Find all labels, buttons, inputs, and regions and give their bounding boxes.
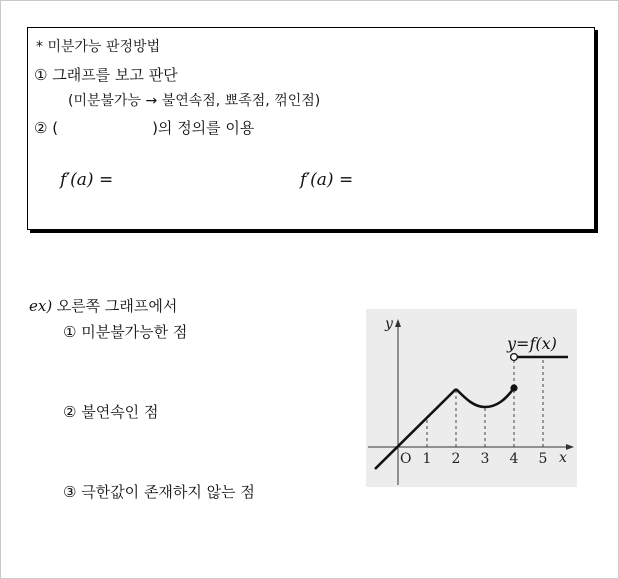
question-3: ③ 극한값이 존재하지 않는 점	[63, 483, 255, 501]
function-graph	[366, 309, 577, 487]
method-item-1: ① 그래프를 보고 판단	[34, 66, 178, 84]
function-label: y=f(x)	[507, 334, 557, 353]
method-item-2	[34, 117, 254, 138]
x-tick-5: 5	[538, 451, 548, 467]
open-point	[511, 354, 518, 361]
derivative-formula-left: f′(a) =	[60, 170, 114, 190]
x-tick-4: 4	[509, 451, 519, 467]
x-tick-1: 1	[422, 451, 432, 467]
x-tick-2: 2	[451, 451, 461, 467]
method-heading: * 미분가능 판정방법	[36, 39, 161, 55]
derivative-formula-right: f′(a) =	[300, 170, 354, 190]
example-label: ex)	[29, 297, 53, 315]
method-item-1-detail: (미분불가능 → 불연속점, 뾰족점, 꺾인점)	[68, 93, 321, 109]
method-box	[27, 27, 595, 230]
example-heading	[29, 295, 177, 316]
x-axis-label: x	[559, 450, 567, 466]
x-tick-3: 3	[480, 451, 490, 467]
method-item-2-suffix: )의 정의를 이용	[152, 119, 255, 137]
origin-label: O	[400, 451, 412, 467]
y-axis-label: y	[385, 316, 393, 332]
question-2: ② 불연속인 점	[63, 403, 159, 421]
closed-point	[510, 384, 517, 391]
method-item-2-prefix: ② (	[34, 119, 59, 137]
question-1: ① 미분불가능한 점	[63, 323, 188, 341]
example-title: 오른쪽 그래프에서	[56, 297, 178, 315]
